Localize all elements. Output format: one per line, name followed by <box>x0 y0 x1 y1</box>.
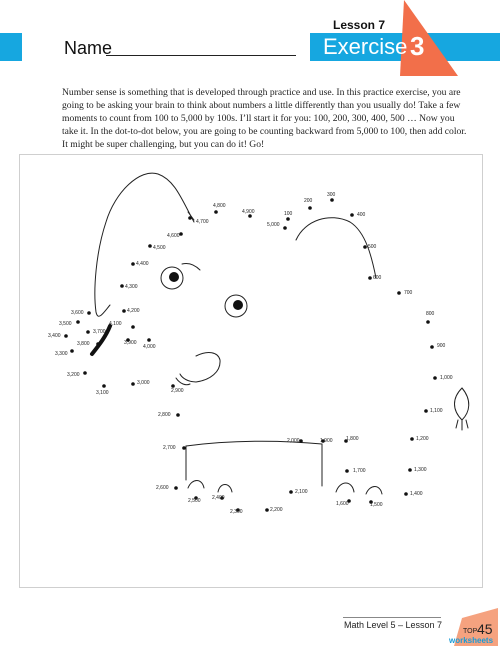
dot-7[interactable] <box>120 284 124 288</box>
dot-label-46: 400 <box>357 212 366 218</box>
dot-label-13: 3,700 <box>93 329 106 335</box>
dot-3[interactable] <box>188 216 192 220</box>
tail-tip <box>455 388 469 420</box>
dot-6[interactable] <box>131 262 135 266</box>
dot-layer <box>64 198 437 512</box>
dot-label-16: 3,400 <box>48 333 61 339</box>
dot-label-33: 1,700 <box>353 468 366 474</box>
dot-42[interactable] <box>426 320 430 324</box>
exercise-label: Exercise <box>323 34 408 59</box>
dot-label-44: 600 <box>373 275 382 281</box>
exercise-number: 3 <box>410 31 425 61</box>
dot-label-27: 2,300 <box>230 509 243 515</box>
dot-39[interactable] <box>424 409 428 413</box>
dot-label-28: 2,200 <box>270 507 283 513</box>
dot-16[interactable] <box>64 334 68 338</box>
dot-label-8: 4,200 <box>127 308 140 314</box>
footer-text: Math Level 5 – Lesson 7 <box>344 620 443 630</box>
dot-18[interactable] <box>83 371 87 375</box>
dot-label-14: 3,600 <box>71 310 84 316</box>
svg-text:45: 45 <box>477 621 493 637</box>
dot-label-11: 3,900 <box>124 340 137 346</box>
dot-label-6: 4,400 <box>136 261 149 267</box>
trunk-curl <box>180 353 220 382</box>
dot-label-1: 4,900 <box>242 209 255 215</box>
dot-43[interactable] <box>397 291 401 295</box>
dot-label-5: 4,500 <box>153 245 166 251</box>
dot-24[interactable] <box>174 486 178 490</box>
dot-label-23: 2,700 <box>163 445 176 451</box>
dot-label-20: 3,000 <box>137 380 150 386</box>
left-pupil <box>169 272 179 282</box>
svg-text:worksheets: worksheets <box>449 636 494 645</box>
top-worksheets-logo <box>448 608 498 646</box>
dot-label-32: 1,800 <box>346 436 359 442</box>
dot-label-2: 4,800 <box>213 203 226 209</box>
dot-label-10: 4,000 <box>143 344 156 350</box>
eyebrow <box>182 263 200 270</box>
dot-label-30: 2,000 <box>287 438 300 444</box>
dot-40[interactable] <box>433 376 437 380</box>
back-foot-curve <box>336 483 382 494</box>
dot-label-37: 1,300 <box>414 467 427 473</box>
dot-label-47: 300 <box>327 192 336 198</box>
dot-label-3: 4,700 <box>196 219 209 225</box>
dot-22[interactable] <box>176 413 180 417</box>
dot-label-35: 1,500 <box>370 502 383 508</box>
dot-41[interactable] <box>430 345 434 349</box>
dot-label-0: 5,000 <box>267 222 280 228</box>
svg-text:TOP: TOP <box>463 628 478 635</box>
dot-0[interactable] <box>283 226 287 230</box>
dot-label-9: 4,100 <box>109 321 122 327</box>
dot-12[interactable] <box>96 342 100 346</box>
dot-29[interactable] <box>289 490 293 494</box>
dot-45[interactable] <box>363 245 367 249</box>
dot-13[interactable] <box>86 330 90 334</box>
dot-15[interactable] <box>76 320 80 324</box>
dot-28[interactable] <box>265 508 269 512</box>
dot-label-7: 4,300 <box>125 284 138 290</box>
dot-label-21: 2,900 <box>171 388 184 394</box>
intro-paragraph: Number sense is something that is developed through practice and use. In this practice exercise, you are going to be asking your brain to think about numbers a little differently than you usually do! Take a few moments to count from 100 to 5,000 by 100s. I’ll start it for you: 100, 200, 300, 400, 500 … Now you take it. In the dot-to-dot below, you are going to be counting backward from 5,000 to 100, then add color. It might be super challenging, but you can do it! Go! <box>62 87 467 150</box>
dot-36[interactable] <box>404 492 408 496</box>
dot-label-41: 900 <box>437 343 446 349</box>
dot-19[interactable] <box>102 384 106 388</box>
dot-38[interactable] <box>410 437 414 441</box>
dot-label-26: 2,400 <box>212 495 225 501</box>
footer-rule <box>343 617 441 618</box>
dot-label-34: 1,600 <box>336 501 349 507</box>
dot-23[interactable] <box>182 446 186 450</box>
front-foot-curve <box>188 481 232 493</box>
dot-label-39: 1,100 <box>430 408 443 414</box>
dot-2[interactable] <box>214 210 218 214</box>
dot-44[interactable] <box>368 276 372 280</box>
dot-label-24: 2,600 <box>156 485 169 491</box>
dot-label-45: 500 <box>368 244 377 250</box>
dot-label-25: 2,500 <box>188 498 201 504</box>
dot-5[interactable] <box>148 244 152 248</box>
dot-8[interactable] <box>122 309 126 313</box>
dot-label-15: 3,500 <box>59 321 72 327</box>
dot-47[interactable] <box>330 198 334 202</box>
dot-label-31: 1,900 <box>320 438 333 444</box>
dot-10[interactable] <box>147 338 151 342</box>
dot-49[interactable] <box>286 217 290 221</box>
dot-label-36: 1,400 <box>410 491 423 497</box>
tail-fringe <box>456 420 468 430</box>
dot-label-4: 4,600 <box>167 233 180 239</box>
dot-label-29: 2,100 <box>295 489 308 495</box>
dot-33[interactable] <box>345 469 349 473</box>
ear-outline <box>95 173 194 316</box>
dot-label-18: 3,200 <box>67 372 80 378</box>
dot-37[interactable] <box>408 468 412 472</box>
dot-48[interactable] <box>308 206 312 210</box>
dot-9[interactable] <box>131 325 135 329</box>
dot-label-40: 1,000 <box>440 375 453 381</box>
tusk <box>176 378 190 385</box>
dot-label-17: 3,300 <box>55 351 68 357</box>
dot-17[interactable] <box>70 349 74 353</box>
dot-label-19: 3,100 <box>96 390 109 396</box>
dot-46[interactable] <box>350 213 354 217</box>
dot-label-43: 700 <box>404 290 413 296</box>
dot-14[interactable] <box>87 311 91 315</box>
name-label: Name <box>64 38 113 58</box>
dot-label-48: 200 <box>304 198 313 204</box>
right-pupil <box>233 300 243 310</box>
lesson-title: Lesson 7 <box>333 18 386 32</box>
dot-label-12: 3,800 <box>77 341 90 347</box>
dot-label-38: 1,200 <box>416 436 429 442</box>
dot-label-42: 800 <box>426 311 435 317</box>
dot-20[interactable] <box>131 382 135 386</box>
dot-label-49: 100 <box>284 211 293 217</box>
dot-label-22: 2,800 <box>158 412 171 418</box>
